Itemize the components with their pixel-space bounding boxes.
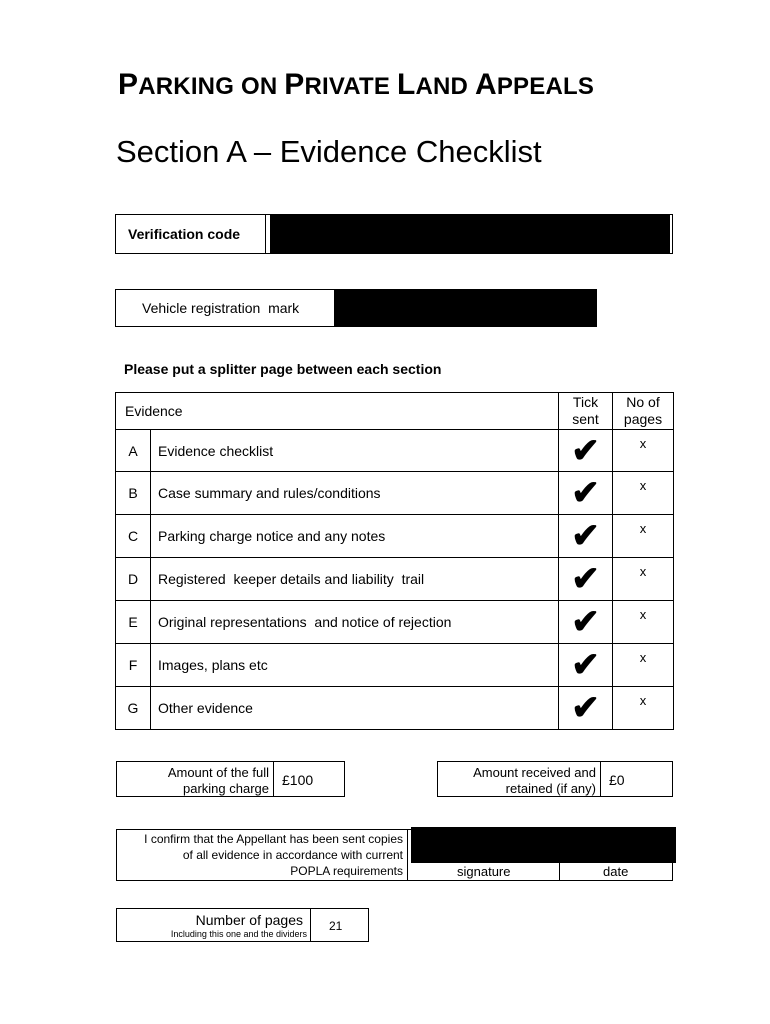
evidence-row-description: Parking charge notice and any notes	[151, 515, 559, 558]
evidence-header-row	[116, 393, 674, 430]
tick-sent-cell	[559, 430, 613, 472]
tick-sent-cell	[559, 644, 613, 687]
tick-sent-cell	[559, 558, 613, 601]
tick-sent-header-label: Tick sent	[572, 394, 599, 427]
evidence-row-description: Other evidence	[151, 687, 559, 730]
full-charge-divider	[273, 762, 274, 796]
checkmark-icon: ✔	[571, 603, 600, 641]
no-of-pages-header	[613, 393, 674, 430]
page-count-cell: x	[613, 558, 674, 601]
signature-redaction	[411, 827, 676, 863]
evidence-header-label: Evidence	[125, 403, 183, 419]
evidence-row	[116, 601, 674, 644]
title-part-3: LAND	[396, 68, 475, 101]
signature-label: signature	[457, 864, 511, 879]
number-of-pages-sublabel: Including this one and the dividers	[170, 929, 307, 939]
confirmation-text: I confirm that the Appellant has been sent copies of all evidence in accordance with current POPLA requirements	[144, 832, 403, 878]
full-charge-label: Amount of the full parking charge	[167, 765, 269, 796]
received-amount-label: Amount received and retained (if any)	[473, 765, 596, 796]
verification-code-box	[115, 214, 673, 254]
evidence-row-description: Images, plans etc	[151, 644, 559, 687]
evidence-row-description: Original representations and notice of rejection	[151, 601, 559, 644]
page-count-cell: x	[613, 687, 674, 730]
evidence-row-letter: F	[116, 644, 151, 687]
verification-code-divider	[265, 215, 266, 253]
checkmark-icon: ✔	[571, 431, 600, 470]
evidence-row-letter: D	[116, 558, 151, 601]
vehicle-registration-redaction	[334, 290, 597, 326]
tick-sent-cell	[559, 687, 613, 730]
number-of-pages-value: 21	[329, 919, 343, 933]
signature-date-divider	[559, 860, 560, 880]
evidence-header	[116, 393, 559, 430]
title-part-2: PRIVATE	[284, 68, 397, 101]
number-of-pages-label: Number of pages	[195, 912, 303, 928]
full-charge-box	[116, 761, 345, 797]
checkmark-icon: ✔	[571, 474, 600, 512]
tick-sent-cell	[559, 472, 613, 515]
number-of-pages-divider	[310, 909, 311, 941]
title-part-1: PARKING ON	[118, 68, 285, 101]
received-amount-divider	[600, 762, 601, 796]
evidence-row-description: Registered keeper details and liability trail	[151, 558, 559, 601]
no-of-pages-header-label: No of pages	[623, 394, 663, 427]
evidence-row	[116, 472, 674, 515]
evidence-row-description: Case summary and rules/conditions	[151, 472, 559, 515]
evidence-row-letter: G	[116, 687, 151, 730]
page-count-cell: x	[613, 644, 674, 687]
splitter-instruction: Please put a splitter page between each section	[124, 361, 442, 377]
checkmark-icon: ✔	[571, 689, 600, 727]
checkmark-icon: ✔	[571, 560, 600, 598]
evidence-row	[116, 644, 674, 687]
tick-sent-cell	[559, 601, 613, 644]
evidence-row-letter: C	[116, 515, 151, 558]
evidence-table	[115, 392, 674, 730]
evidence-row-description: Evidence checklist	[151, 430, 559, 472]
page-count-cell: x	[613, 515, 674, 558]
checkmark-icon: ✔	[571, 517, 600, 555]
confirmation-divider	[407, 830, 408, 880]
evidence-row	[116, 515, 674, 558]
evidence-row-letter: B	[116, 472, 151, 515]
evidence-row-letter: A	[116, 430, 151, 472]
vehicle-registration-box	[115, 289, 597, 327]
tick-sent-cell	[559, 515, 613, 558]
checkmark-icon: ✔	[571, 646, 600, 684]
page-count-cell: x	[613, 430, 674, 472]
received-amount-box	[437, 761, 673, 797]
full-charge-value: £100	[282, 772, 314, 788]
page-title	[118, 68, 594, 102]
evidence-row	[116, 687, 674, 730]
vehicle-registration-label: Vehicle registration mark	[142, 300, 300, 316]
page-count-cell: x	[613, 472, 674, 515]
tick-sent-header	[559, 393, 613, 430]
received-amount-value: £0	[609, 772, 625, 788]
title-part-4: APPEALS	[474, 68, 595, 101]
evidence-row	[116, 558, 674, 601]
confirmation-box	[116, 829, 673, 881]
page-count-cell: x	[613, 601, 674, 644]
section-subtitle: Section A – Evidence Checklist	[116, 134, 542, 169]
verification-code-redaction	[270, 215, 670, 253]
evidence-row	[116, 430, 674, 472]
date-label: date	[603, 864, 629, 879]
verification-code-label: Verification code	[128, 226, 241, 242]
number-of-pages-box	[116, 908, 369, 942]
evidence-row-letter: E	[116, 601, 151, 644]
